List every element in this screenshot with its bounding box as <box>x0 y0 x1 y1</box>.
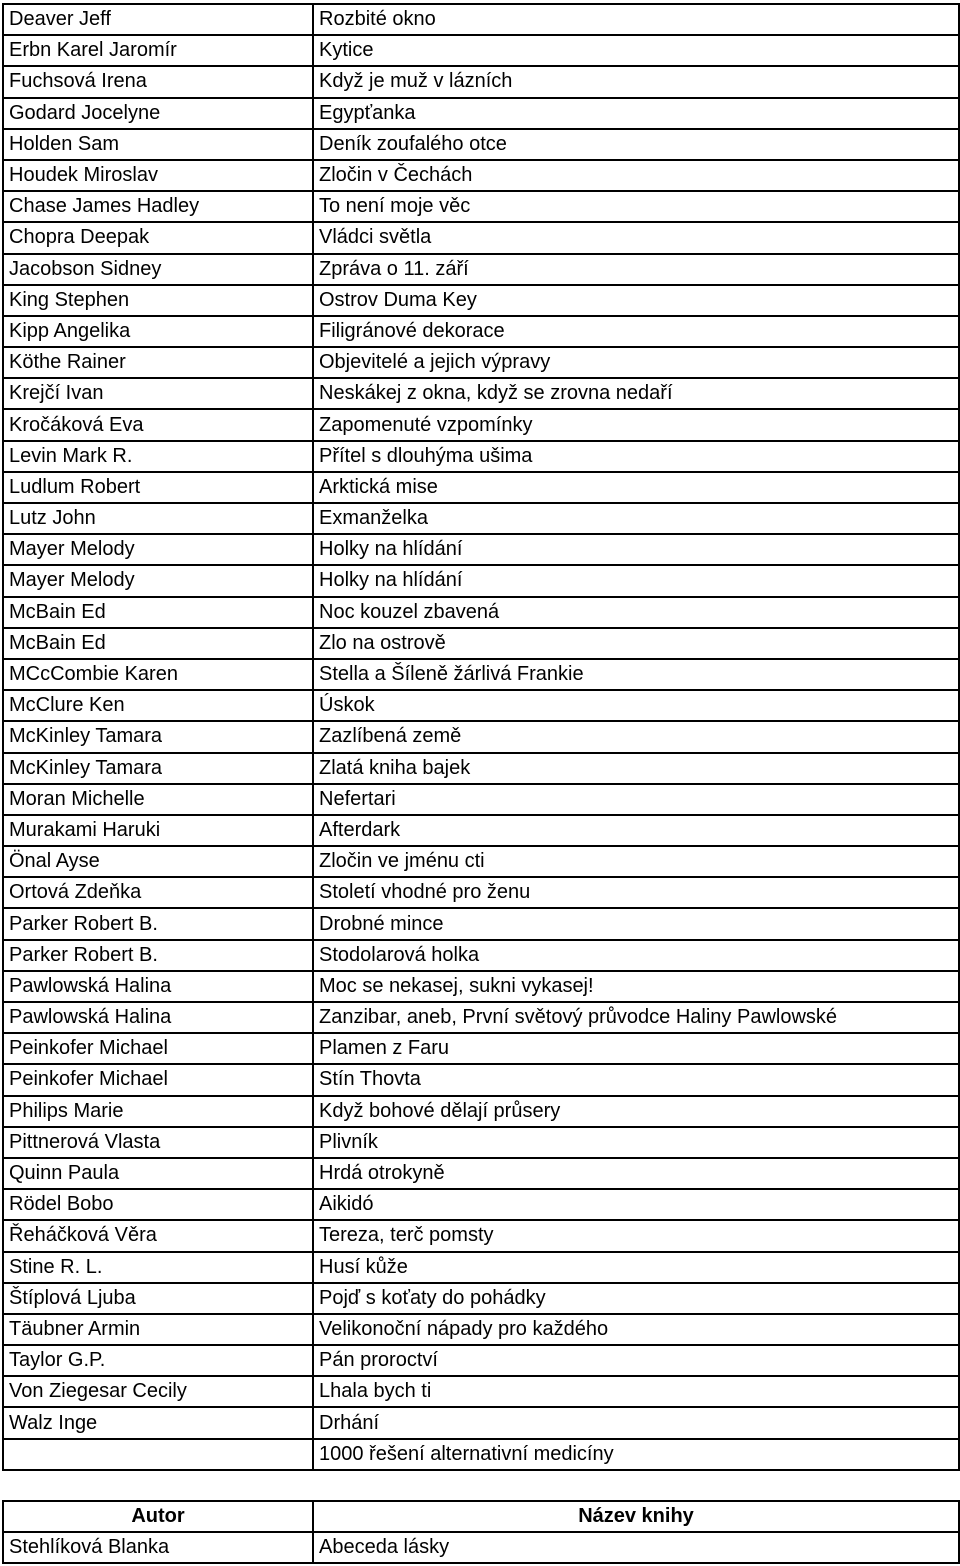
table-row <box>3 191 959 222</box>
title-cell: Úskok <box>313 690 959 721</box>
footer-header-row <box>3 1501 959 1532</box>
table-row <box>3 1314 959 1345</box>
title-cell: Zlo na ostrově <box>313 628 959 659</box>
title-cell: Deník zoufalého otce <box>313 129 959 160</box>
table-row <box>3 254 959 285</box>
title-cell: Nefertari <box>313 784 959 815</box>
title-cell: Když bohové dělají průsery <box>313 1096 959 1127</box>
table-row <box>3 815 959 846</box>
book-list-body <box>3 4 959 1470</box>
author-cell: Pawlowská Halina <box>3 1002 313 1033</box>
author-cell: Chopra Deepak <box>3 222 313 253</box>
author-cell: Mayer Melody <box>3 565 313 596</box>
table-row <box>3 98 959 129</box>
author-cell: Houdek Miroslav <box>3 160 313 191</box>
table-row <box>3 628 959 659</box>
title-cell: Století vhodné pro ženu <box>313 877 959 908</box>
title-cell: Stodolarová holka <box>313 940 959 971</box>
title-cell: Zlatá kniha bajek <box>313 753 959 784</box>
title-cell: Holky na hlídání <box>313 565 959 596</box>
title-cell: Pán proroctví <box>313 1345 959 1376</box>
title-cell: Holky na hlídání <box>313 534 959 565</box>
title-cell: Ostrov Duma Key <box>313 285 959 316</box>
author-cell: Pittnerová Vlasta <box>3 1127 313 1158</box>
author-cell: Pawlowská Halina <box>3 971 313 1002</box>
title-cell: Zanzibar, aneb, První světový průvodce Haliny Pawlowské <box>313 1002 959 1033</box>
title-column-header: Název knihy <box>313 1501 959 1532</box>
title-cell: Egypťanka <box>313 98 959 129</box>
table-row <box>3 659 959 690</box>
author-cell: Taylor G.P. <box>3 1345 313 1376</box>
author-cell: McBain Ed <box>3 628 313 659</box>
title-cell: Velikonoční nápady pro každého <box>313 1314 959 1345</box>
author-cell: Murakami Haruki <box>3 815 313 846</box>
author-cell: Rödel Bobo <box>3 1189 313 1220</box>
author-cell: Erbn Karel Jaromír <box>3 35 313 66</box>
author-cell: MCcCombie Karen <box>3 659 313 690</box>
table-row <box>3 971 959 1002</box>
title-cell: Hrdá otrokyně <box>313 1158 959 1189</box>
table-row <box>3 846 959 877</box>
title-cell: Plivník <box>313 1127 959 1158</box>
table-row <box>3 690 959 721</box>
title-cell: Zpráva o 11. září <box>313 254 959 285</box>
table-row <box>3 1283 959 1314</box>
title-cell: To není moje věc <box>313 191 959 222</box>
table-row <box>3 472 959 503</box>
author-cell: Deaver Jeff <box>3 4 313 35</box>
table-row <box>3 877 959 908</box>
author-cell: Lutz John <box>3 503 313 534</box>
footer-table <box>2 1500 960 1564</box>
author-cell: Önal Ayse <box>3 846 313 877</box>
author-cell: Quinn Paula <box>3 1158 313 1189</box>
author-cell: Godard Jocelyne <box>3 98 313 129</box>
table-row <box>3 908 959 939</box>
title-cell: Kytice <box>313 35 959 66</box>
author-cell: Stehlíková Blanka <box>3 1532 313 1563</box>
author-cell: McBain Ed <box>3 597 313 628</box>
table-row <box>3 1033 959 1064</box>
author-cell: Moran Michelle <box>3 784 313 815</box>
table-row <box>3 66 959 97</box>
title-cell: Plamen z Faru <box>313 1033 959 1064</box>
title-cell: Zazlíbená země <box>313 721 959 752</box>
author-cell: Chase James Hadley <box>3 191 313 222</box>
author-cell: Kipp Angelika <box>3 316 313 347</box>
table-row <box>3 503 959 534</box>
author-cell: King Stephen <box>3 285 313 316</box>
author-cell: McClure Ken <box>3 690 313 721</box>
author-cell: Holden Sam <box>3 129 313 160</box>
table-row <box>3 222 959 253</box>
author-cell: Von Ziegesar Cecily <box>3 1376 313 1407</box>
table-row <box>3 597 959 628</box>
author-cell: McKinley Tamara <box>3 753 313 784</box>
author-cell: McKinley Tamara <box>3 721 313 752</box>
author-cell: Fuchsová Irena <box>3 66 313 97</box>
author-cell: Walz Inge <box>3 1407 313 1438</box>
author-cell: Philips Marie <box>3 1096 313 1127</box>
author-cell: Stine R. L. <box>3 1252 313 1283</box>
title-cell: Exmanželka <box>313 503 959 534</box>
table-row <box>3 753 959 784</box>
title-cell: Zapomenuté vzpomínky <box>313 409 959 440</box>
title-cell: Když je muž v lázních <box>313 66 959 97</box>
table-row <box>3 1127 959 1158</box>
title-cell: Stín Thovta <box>313 1064 959 1095</box>
table-row <box>3 721 959 752</box>
author-cell: Köthe Rainer <box>3 347 313 378</box>
table-row <box>3 347 959 378</box>
table-row <box>3 409 959 440</box>
title-cell: Přítel s dlouhýma ušima <box>313 441 959 472</box>
table-row <box>3 160 959 191</box>
author-cell: Täubner Armin <box>3 1314 313 1345</box>
author-cell: Peinkofer Michael <box>3 1064 313 1095</box>
table-row <box>3 1189 959 1220</box>
table-row <box>3 1158 959 1189</box>
author-cell: Kročáková Eva <box>3 409 313 440</box>
author-cell: Parker Robert B. <box>3 940 313 971</box>
title-cell: Husí kůže <box>313 1252 959 1283</box>
table-row <box>3 534 959 565</box>
title-cell: Abeceda lásky <box>313 1532 959 1563</box>
title-cell: Rozbité okno <box>313 4 959 35</box>
book-list-table <box>2 3 960 1471</box>
title-cell: Zločin v Čechách <box>313 160 959 191</box>
title-cell: Noc kouzel zbavená <box>313 597 959 628</box>
title-cell: Drobné mince <box>313 908 959 939</box>
title-cell: Objevitelé a jejich výpravy <box>313 347 959 378</box>
table-row <box>3 784 959 815</box>
table-row <box>3 35 959 66</box>
author-cell: Mayer Melody <box>3 534 313 565</box>
table-row <box>3 1002 959 1033</box>
table-row <box>3 378 959 409</box>
table-row <box>3 1376 959 1407</box>
title-cell: Zločin ve jménu cti <box>313 846 959 877</box>
title-cell: Filigránové dekorace <box>313 316 959 347</box>
table-row <box>3 1345 959 1376</box>
title-cell: Stella a Šíleně žárlivá Frankie <box>313 659 959 690</box>
author-cell: Řeháčková Věra <box>3 1220 313 1251</box>
table-row <box>3 1407 959 1438</box>
table-row <box>3 441 959 472</box>
author-cell: Ludlum Robert <box>3 472 313 503</box>
table-row <box>3 316 959 347</box>
table-row <box>3 1064 959 1095</box>
table-row <box>3 4 959 35</box>
title-cell: Arktická mise <box>313 472 959 503</box>
title-cell: Neskákej z okna, když se zrovna nedaří <box>313 378 959 409</box>
title-cell: Pojď s koťaty do pohádky <box>313 1283 959 1314</box>
table-row <box>3 1439 959 1470</box>
author-cell: Krejčí Ivan <box>3 378 313 409</box>
title-cell: 1000 řešení alternativní medicíny <box>313 1439 959 1470</box>
title-cell: Tereza, terč pomsty <box>313 1220 959 1251</box>
author-cell: Parker Robert B. <box>3 908 313 939</box>
table-row <box>3 1220 959 1251</box>
title-cell: Vládci světla <box>313 222 959 253</box>
title-cell: Drhání <box>313 1407 959 1438</box>
title-cell: Moc se nekasej, sukni vykasej! <box>313 971 959 1002</box>
table-row <box>3 940 959 971</box>
table-row <box>3 129 959 160</box>
author-cell: Jacobson Sidney <box>3 254 313 285</box>
author-cell: Levin Mark R. <box>3 441 313 472</box>
title-cell: Lhala bych ti <box>313 1376 959 1407</box>
author-cell: Ortová Zdeňka <box>3 877 313 908</box>
title-cell: Aikidó <box>313 1189 959 1220</box>
author-cell: Štíplová Ljuba <box>3 1283 313 1314</box>
table-row <box>3 565 959 596</box>
title-cell: Afterdark <box>313 815 959 846</box>
table-row <box>3 285 959 316</box>
author-column-header: Autor <box>3 1501 313 1532</box>
author-cell: Peinkofer Michael <box>3 1033 313 1064</box>
table-row <box>3 1096 959 1127</box>
table-row <box>3 1252 959 1283</box>
footer-row <box>3 1532 959 1563</box>
author-cell <box>3 1439 313 1470</box>
